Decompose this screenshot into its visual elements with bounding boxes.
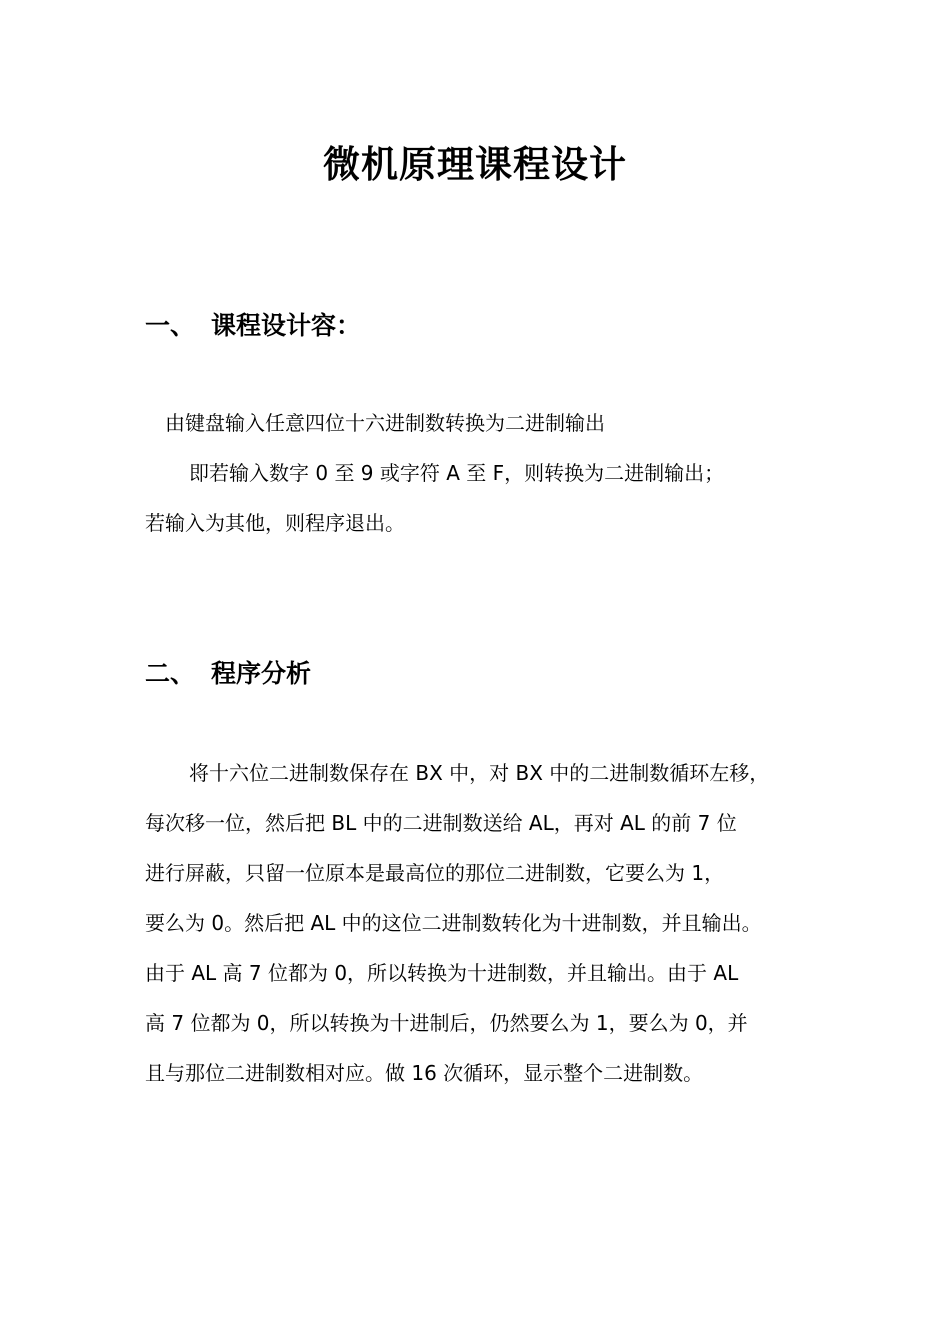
section-2-line-7: 且与那位二进制数相对应。做 16 次循环，显示整个二进制数。	[145, 1061, 704, 1085]
section-1-body	[145, 398, 825, 548]
section-1-number: 一、	[145, 311, 196, 340]
section-2-heading	[145, 656, 311, 692]
section-2-number: 二、	[145, 659, 196, 688]
section-1-heading	[145, 308, 361, 344]
section-1-line-3: 若输入为其他，则程序退出。	[145, 511, 405, 535]
section-1-line-1: 由键盘输入任意四位十六进制数转换为二进制输出	[165, 411, 605, 435]
section-1-title: 课程设计容：	[211, 311, 362, 340]
section-2-line-6: 高 7 位都为 0，所以转换为十进制后，仍然要么为 1，要么为 0，并	[145, 1011, 748, 1035]
section-2-line-1: 将十六位二进制数保存在 BX 中，对 BX 中的二进制数循环左移，	[189, 761, 770, 785]
section-2-line-4: 要么为 0。然后把 AL 中的这位二进制数转化为十进制数，并且输出。	[145, 911, 762, 935]
document-title: 微机原理课程设计	[323, 143, 627, 186]
section-2-line-2: 每次移一位，然后把 BL 中的二进制数送给 AL，再对 AL 的前 7 位	[145, 811, 737, 835]
section-2-line-5: 由于 AL 高 7 位都为 0，所以转换为十进制数，并且输出。由于 AL	[145, 961, 739, 985]
section-2-line-3: 进行屏蔽，只留一位原本是最高位的那位二进制数，它要么为 1，	[145, 861, 725, 885]
section-1-line-2: 即若输入数字 0 至 9 或字符 A 至 F，则转换为二进制输出；	[189, 461, 725, 485]
section-2-title: 程序分析	[211, 659, 312, 688]
section-2-body	[145, 748, 825, 1098]
